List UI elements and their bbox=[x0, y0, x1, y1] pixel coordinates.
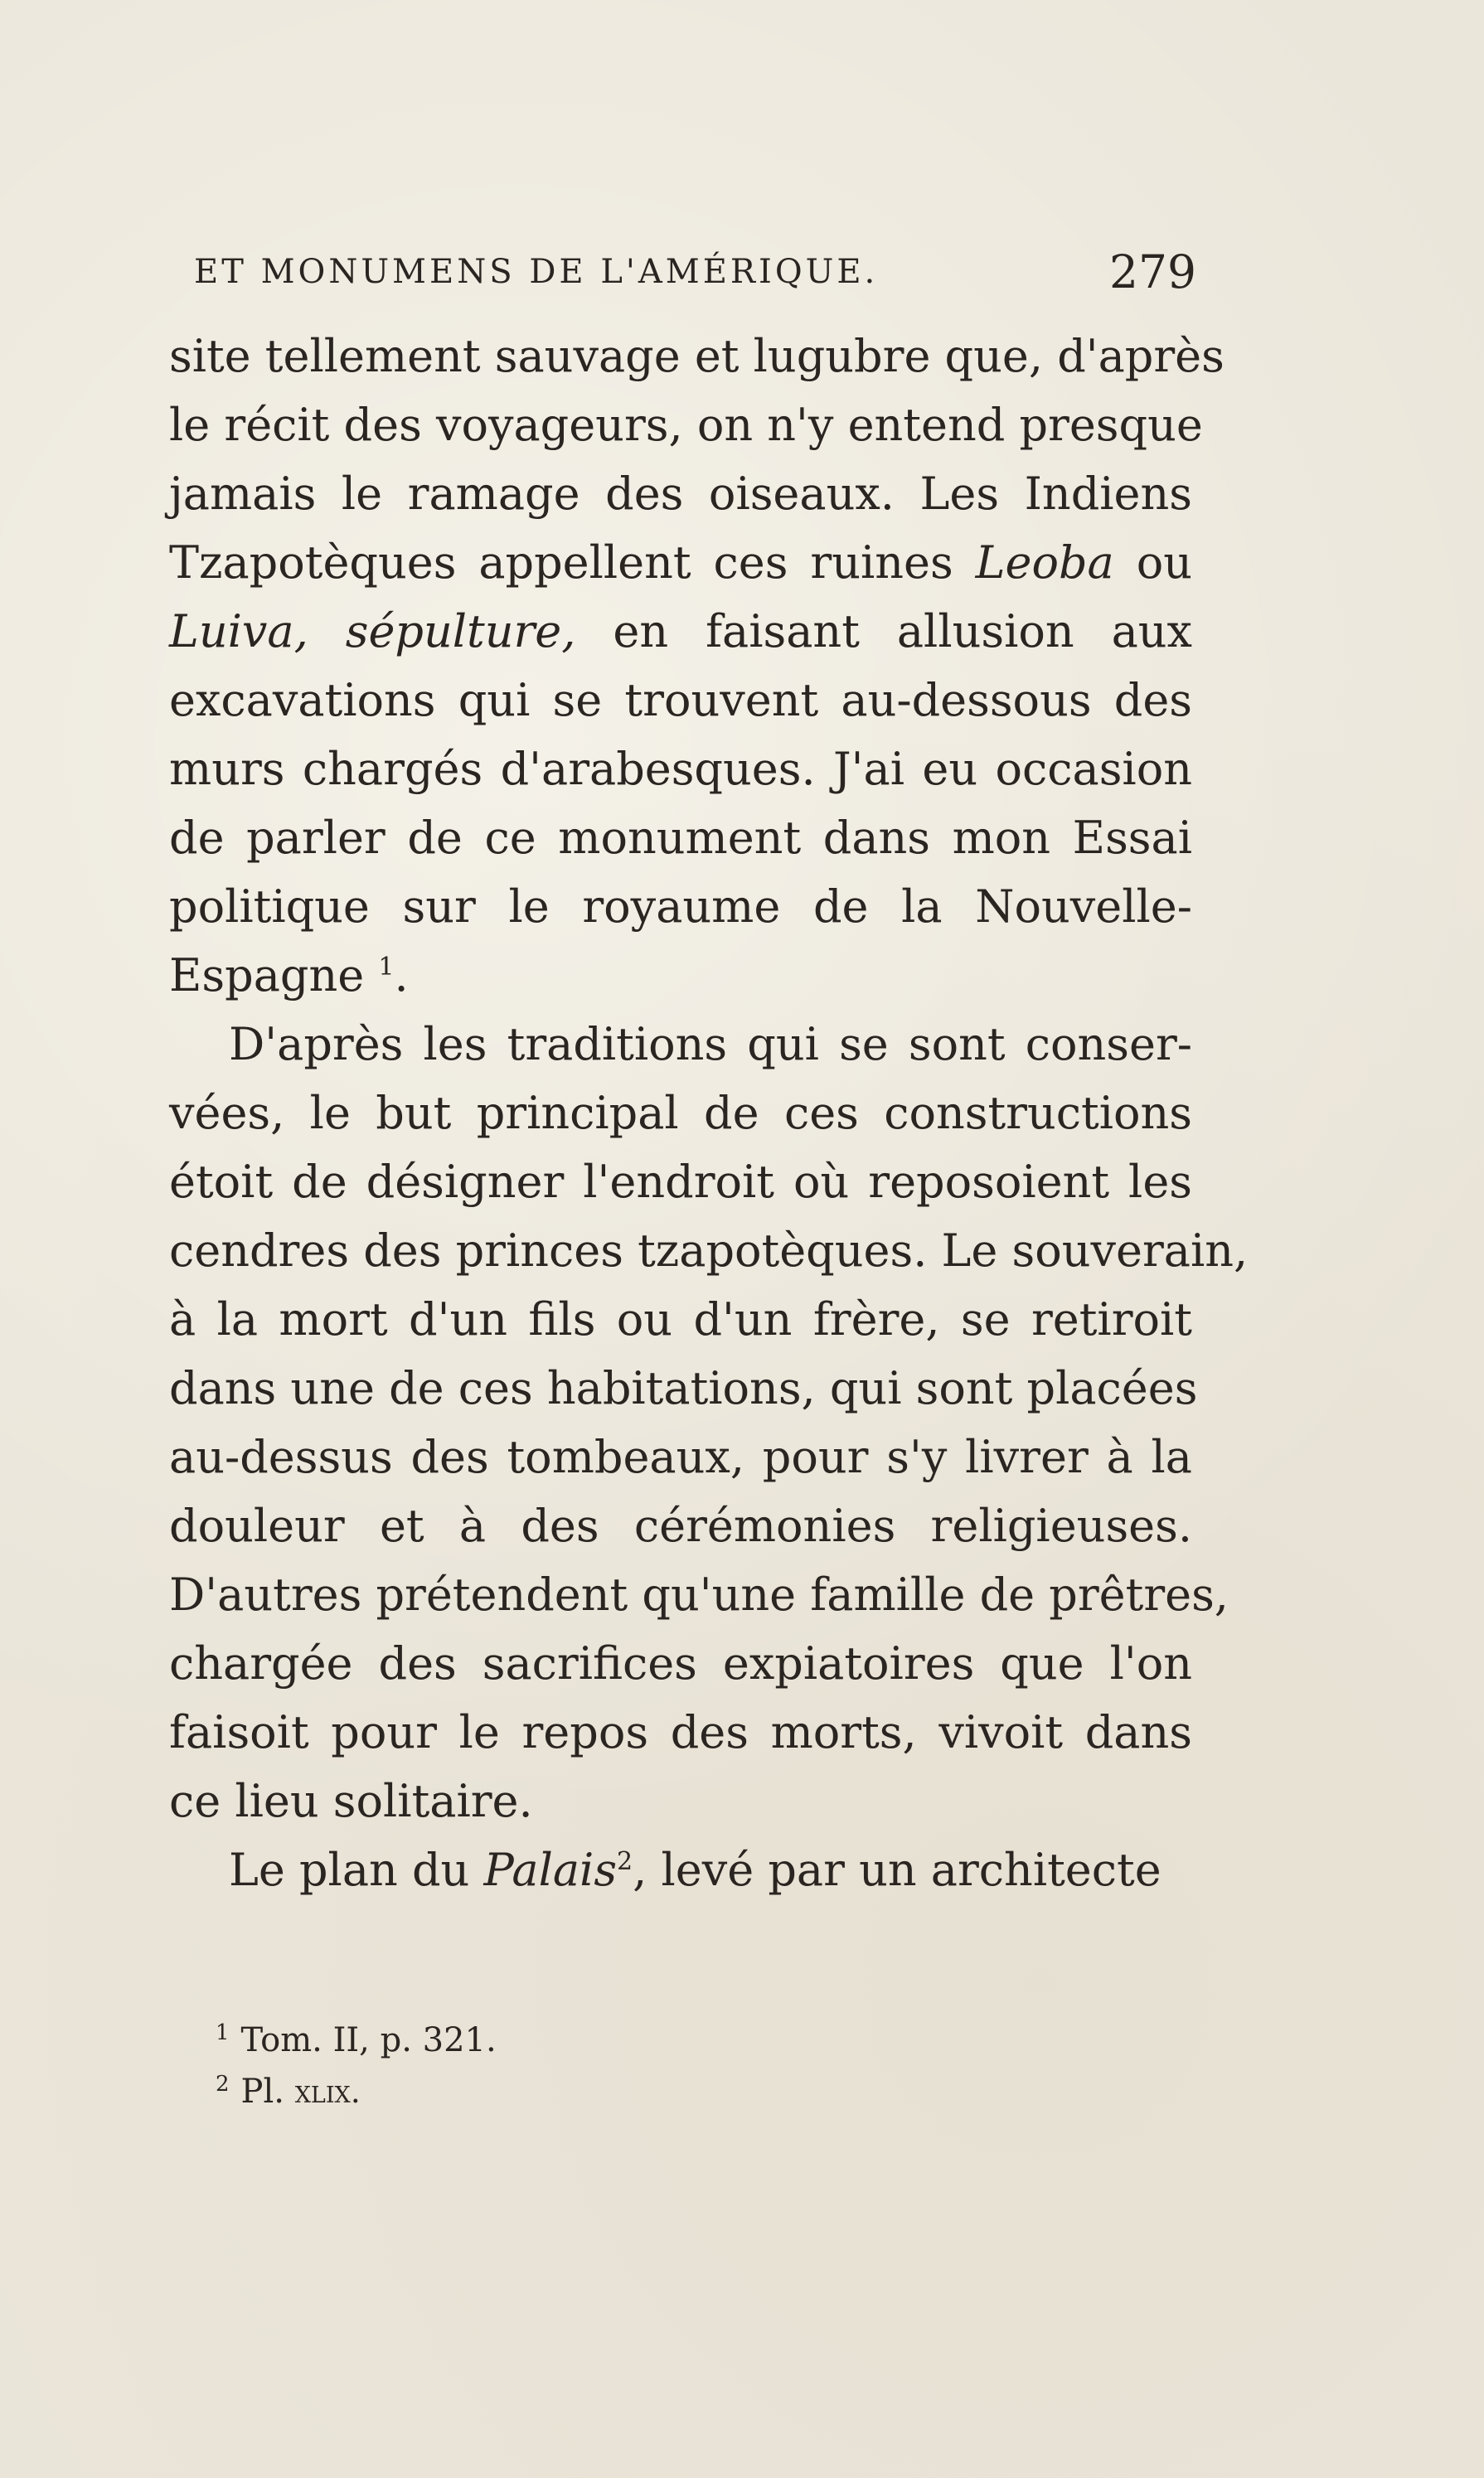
text-line: ce lieu solitaire. bbox=[169, 1775, 533, 1827]
text-line: Luiva, sépulture, en faisant allusion aux bbox=[169, 605, 1193, 657]
footnotes bbox=[216, 2015, 497, 2117]
text-line: vées, le but principal de ces constructions bbox=[169, 1087, 1192, 1139]
text-line: au-dessus des tombeaux, pour s'y livrer à la bbox=[169, 1431, 1192, 1483]
footnote-marker: 1 bbox=[216, 2020, 230, 2045]
text-line: Espagne $^1$. bbox=[169, 949, 409, 1001]
text-line: dans une de ces habitations, qui sont placées bbox=[169, 1362, 1198, 1414]
running-title: ET MONUMENS DE L'AMÉRIQUE. bbox=[194, 253, 879, 291]
footnote-ref-1: 1 bbox=[378, 953, 395, 982]
text-line: Le plan du Palais$^2$, levé par un architecte bbox=[229, 1844, 1161, 1896]
text-line: à la mort d'un fils ou d'un frère, se retiroit bbox=[169, 1293, 1192, 1346]
text-line: site tellement sauvage et lugubre que, d'après bbox=[169, 330, 1225, 382]
footnote-ref-2: 2 bbox=[617, 1847, 633, 1876]
page-number: 279 bbox=[1109, 245, 1196, 298]
text-line: Tzapotèques appellent ces ruines Leoba ou bbox=[169, 536, 1192, 589]
text-line: de parler de ce monument dans mon Essai bbox=[169, 812, 1192, 864]
text-line: murs chargés d'arabesques. J'ai eu occasion bbox=[169, 743, 1192, 795]
footnote-text: Tom. II, p. 321. bbox=[240, 2021, 497, 2059]
text-line: excavations qui se trouvent au-dessous des bbox=[169, 674, 1192, 726]
text-line: cendres des princes tzapotèques. Le souverain, bbox=[169, 1224, 1249, 1277]
text-line: D'autres prétendent qu'une famille de prêtres, bbox=[169, 1569, 1229, 1621]
text-line: douleur et à des cérémonies religieuses. bbox=[169, 1500, 1192, 1552]
footnote-2 bbox=[216, 2066, 497, 2117]
text-line: politique sur le royaume de la Nouvelle- bbox=[169, 880, 1192, 933]
text-line: étoit de désigner l'endroit où reposoient les bbox=[169, 1156, 1192, 1208]
text-line: chargée des sacrifices expiatoires que l'on bbox=[169, 1637, 1192, 1690]
text-line: jamais le ramage des oiseaux. Les Indiens bbox=[169, 468, 1192, 520]
text-line: faisoit pour le repos des morts, vivoit dans bbox=[169, 1706, 1192, 1758]
footnote-marker: 2 bbox=[216, 2071, 230, 2097]
footnote-1 bbox=[216, 2015, 497, 2066]
footnote-text: Pl. bbox=[240, 2073, 284, 2111]
footnote-plate-number: xlix. bbox=[294, 2073, 361, 2110]
body-text bbox=[169, 322, 1249, 1904]
text-line: D'après les traditions qui se sont conser- bbox=[229, 1018, 1192, 1070]
text-line: le récit des voyageurs, on n'y entend presque bbox=[169, 399, 1203, 451]
